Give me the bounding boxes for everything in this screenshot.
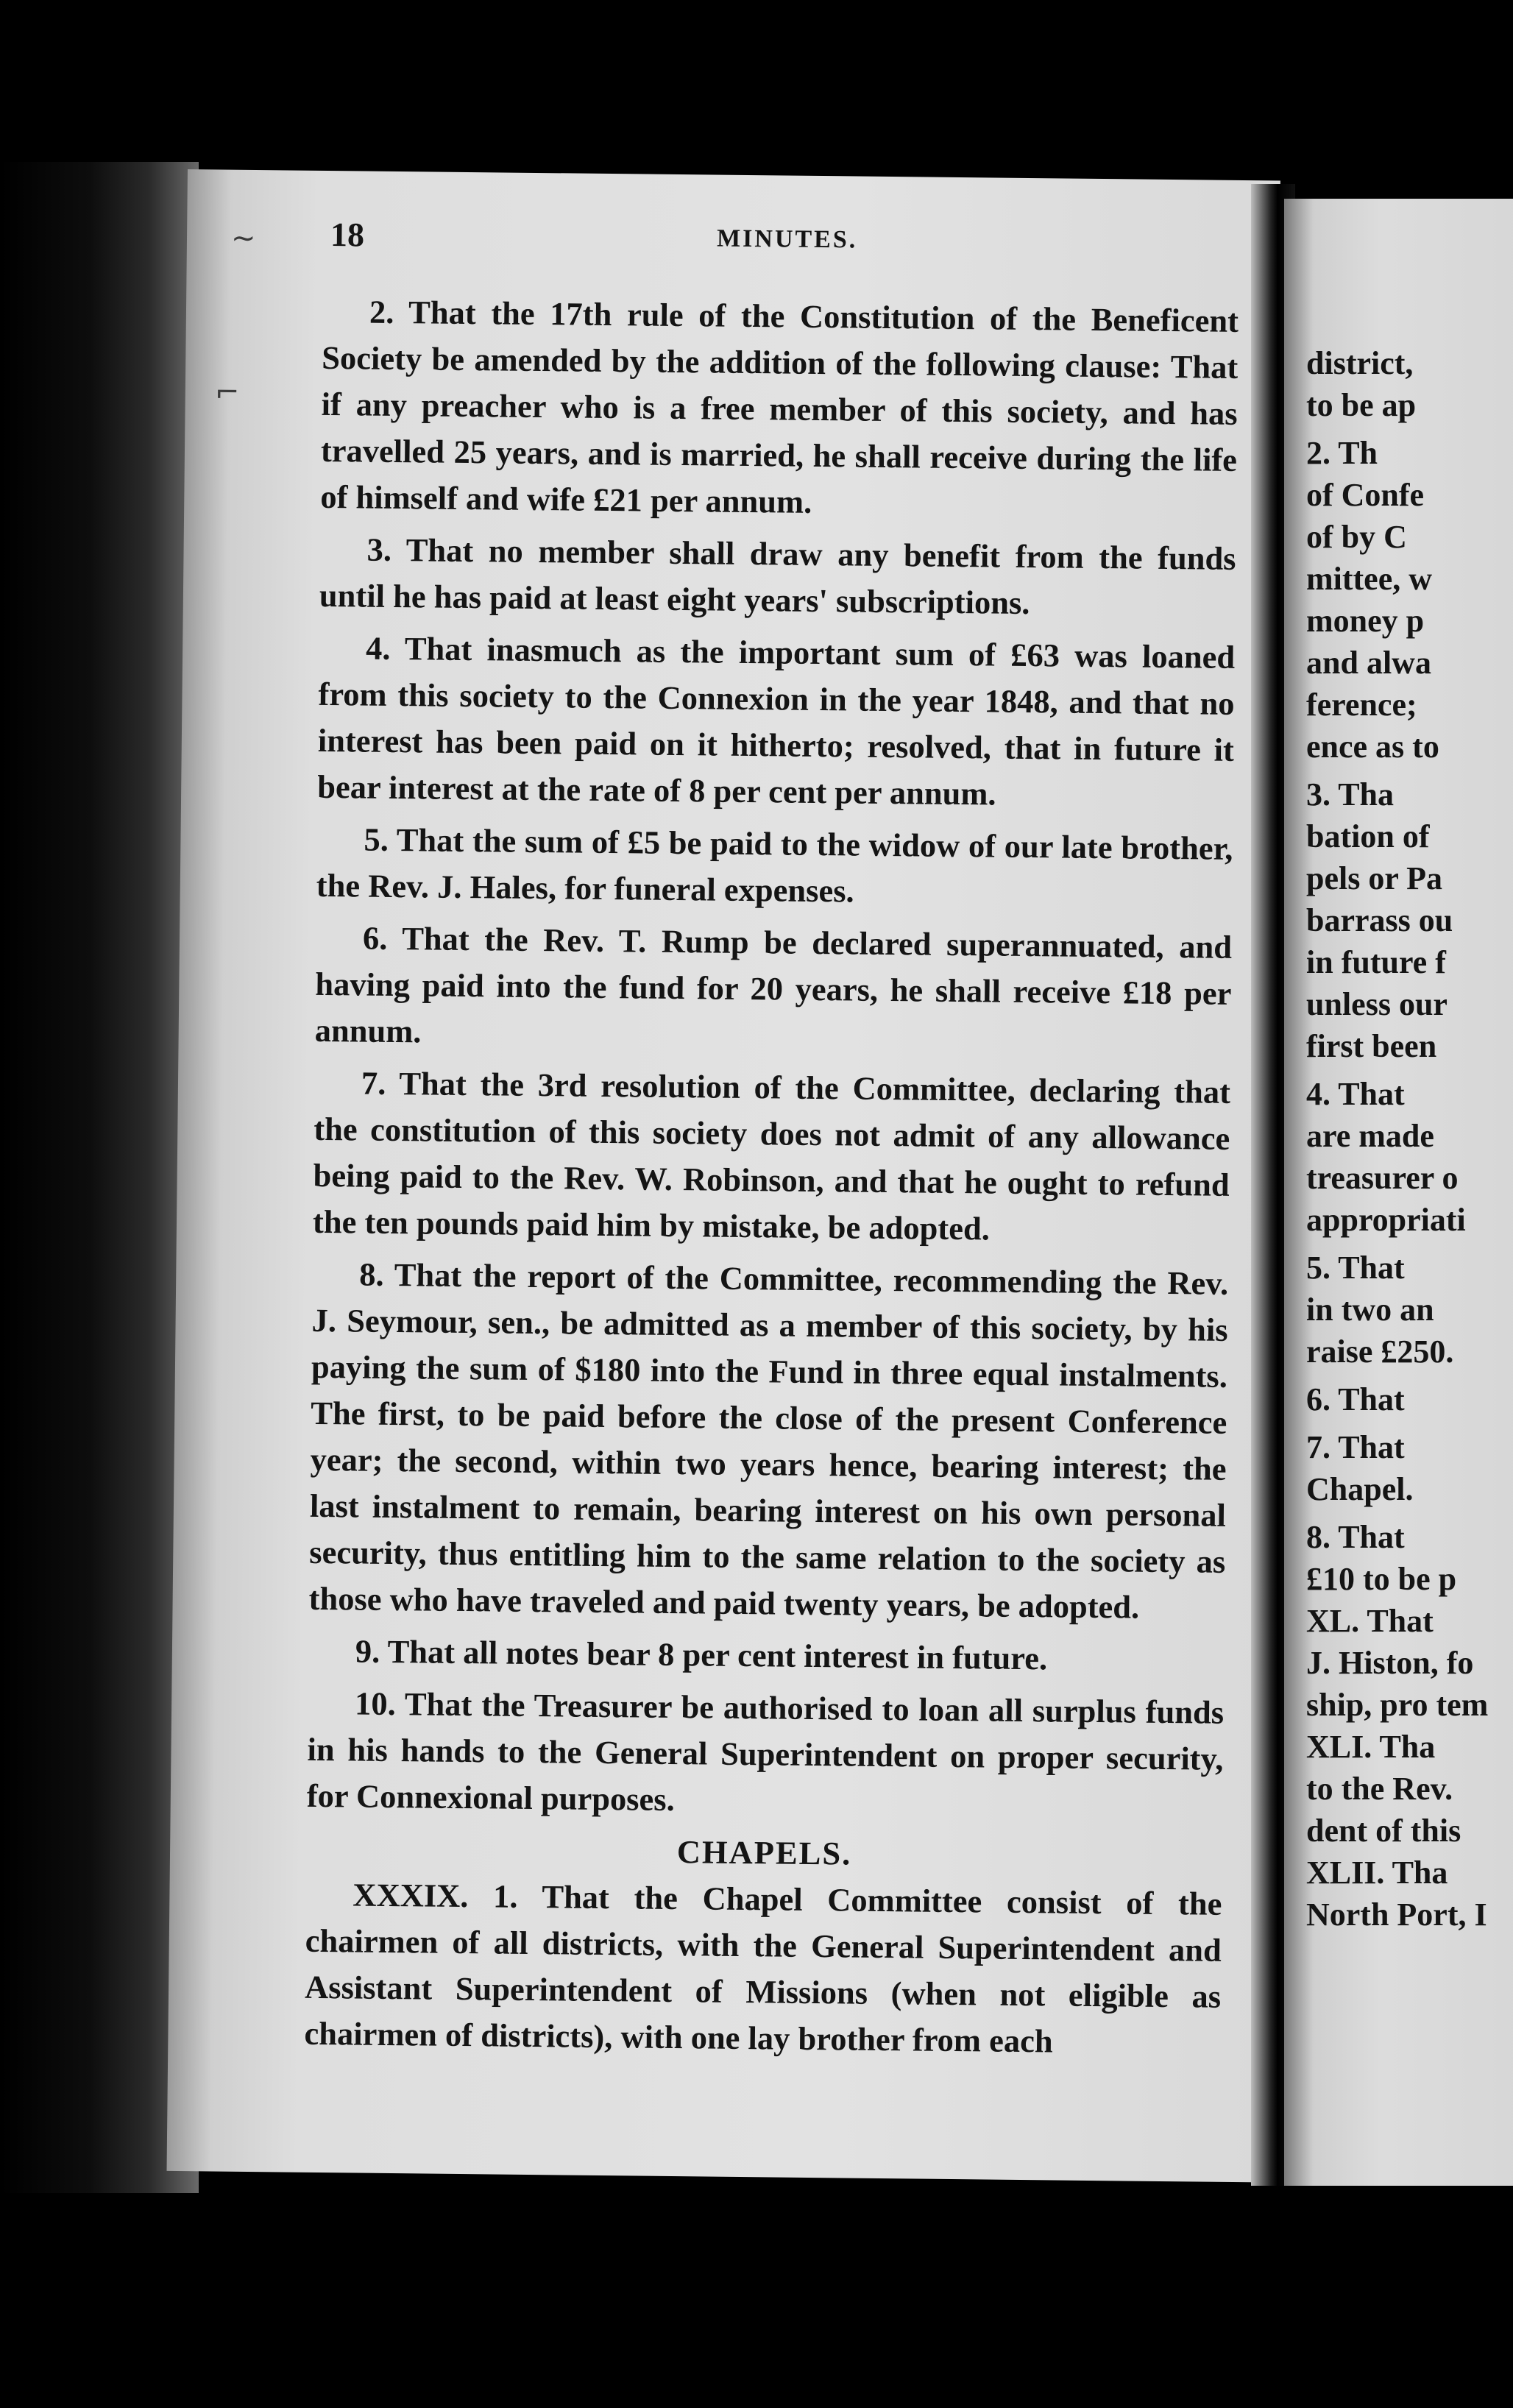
right-page-line: of by C	[1306, 519, 1407, 555]
right-page-line: and alwa	[1306, 645, 1431, 681]
section-heading: CHAPELS.	[676, 1833, 852, 1872]
paragraph-gap	[1306, 1420, 1513, 1426]
right-page-line: 7. That	[1306, 1429, 1405, 1465]
right-page-line: barrass ou	[1306, 902, 1453, 938]
right-page-line: 4. That	[1306, 1076, 1405, 1112]
right-page-line: XL. That	[1306, 1603, 1434, 1639]
resolution-paragraph: 4. That inasmuch as the important sum of £63 was loaned from this society to the Connexion in the year 1848, and that no interest has been paid on it hitherto; resolved, that in future it bear interest at the rate of 8 per cent per annum.	[316, 629, 1236, 812]
right-page-line: £10 to be p	[1306, 1561, 1457, 1597]
right-page-line: to be ap	[1306, 387, 1417, 423]
resolution-paragraph: 3. That no member shall draw any benefit from the funds until he has paid at least eight years' subscriptions.	[319, 531, 1236, 622]
right-page-line: appropriati	[1306, 1202, 1466, 1238]
right-page-line: J. Histon, fo	[1306, 1645, 1474, 1681]
running-head	[187, 213, 1174, 268]
right-page-line: XLII. Tha	[1306, 1855, 1448, 1891]
right-page-line: ference;	[1306, 687, 1417, 723]
right-page-line: dent of this	[1306, 1813, 1461, 1849]
pencil-tick-mark: ⌐	[214, 375, 240, 410]
pencil-tick-mark: ~	[230, 221, 256, 255]
paragraph-gap	[1306, 1373, 1513, 1378]
right-page-body	[1306, 342, 1513, 1936]
running-title: MINUTES.	[716, 224, 858, 254]
right-page-line: district,	[1306, 345, 1414, 381]
right-page-line: ship, pro tem	[1306, 1687, 1489, 1723]
right-page-line: treasurer o	[1306, 1160, 1459, 1196]
right-page-line: raise £250.	[1306, 1334, 1454, 1370]
right-page-line: pels or Pa	[1306, 860, 1442, 896]
book-binding-edge	[0, 162, 199, 2193]
paragraph-gap	[1306, 1510, 1513, 1516]
page-number: 18	[330, 216, 365, 254]
right-page-line: 2. Th	[1306, 435, 1378, 471]
right-page-line: Chapel.	[1306, 1471, 1414, 1507]
right-page	[1284, 199, 1513, 2186]
right-page-line: 6. That	[1306, 1381, 1405, 1417]
right-page-line: of Confe	[1306, 477, 1425, 513]
right-page-line: are made	[1306, 1118, 1434, 1154]
resolution-paragraph: XXXIX. 1. That the Chapel Committee consist of the chairmen of all districts, with the General Superintendent and Assistant Superintendent of Missions (when not eligible as chairmen of districts), with one lay brother from each	[304, 1876, 1222, 2060]
paragraph-gap	[1306, 426, 1513, 432]
right-page-line: North Port, I	[1306, 1897, 1487, 1933]
right-page-line: 3. Tha	[1306, 776, 1395, 812]
resolution-paragraph: 6. That the Rev. T. Rump be declared superannuated, and having paid into the fund for 20 years, he shall receive £18 per annum.	[314, 919, 1233, 1050]
resolution-paragraph: 2. That the 17th rule of the Constitution of the Beneficent Society be amended by the addition of the following clause: That if any preacher who is a free member of this society, and has travelled 25 years, and is married, he shall receive during the life of himself and wife £21 per annum.	[320, 293, 1239, 520]
paragraph-gap	[1306, 1241, 1513, 1247]
right-page-line: 8. That	[1306, 1519, 1405, 1555]
right-page-line: XLI. Tha	[1306, 1729, 1436, 1765]
paragraph-gap	[1306, 1067, 1513, 1073]
right-page-line: in future f	[1306, 944, 1446, 980]
right-page-line: 5. That	[1306, 1250, 1405, 1286]
paragraph-gap	[1306, 768, 1513, 773]
left-page	[167, 169, 1280, 2182]
resolution-paragraph: 9. That all notes bear 8 per cent interest in future.	[355, 1632, 1048, 1677]
right-page-line: to the Rev.	[1306, 1771, 1453, 1807]
right-page-line: first been	[1306, 1028, 1437, 1064]
right-page-line: mittee, w	[1306, 561, 1433, 597]
resolution-paragraph: 5. That the sum of £5 be paid to the widow of our late brother, the Rev. J. Hales, for funeral expenses.	[316, 821, 1233, 910]
left-page-body	[304, 288, 1239, 2072]
resolution-paragraph: 7. That the 3rd resolution of the Committee, declaring that the constitution of this society does not admit of any allowance being paid to the Rev. W. Robinson, and that he ought to refund the ten pounds paid him by mistake, be adopted.	[312, 1064, 1231, 1247]
resolution-paragraph: 10. That the Treasurer be authorised to loan all surplus funds in his hands to the General Superintendent on proper security, for Connexional purposes.	[306, 1685, 1225, 1819]
right-page-line: ence as to	[1306, 729, 1439, 765]
right-page-line: money p	[1306, 603, 1425, 639]
right-page-line: unless our	[1306, 986, 1448, 1022]
resolution-paragraph: 8. That the report of the Committee, recommending the Rev. J. Seymour, sen., be admitted as a member of this society, by his paying the sum of $180 into the Fund in three equal instalments. The first, to be paid before the close of the present Conference year; the second, within two years hence, bearing interest; the last instalment to remain, bearing interest on his own personal security, thus entitling him to the same relation to the society as those who have traveled and paid twenty years, be adopted.	[308, 1256, 1229, 1626]
right-page-line: bation of	[1306, 818, 1430, 854]
right-page-line: in two an	[1306, 1292, 1434, 1328]
